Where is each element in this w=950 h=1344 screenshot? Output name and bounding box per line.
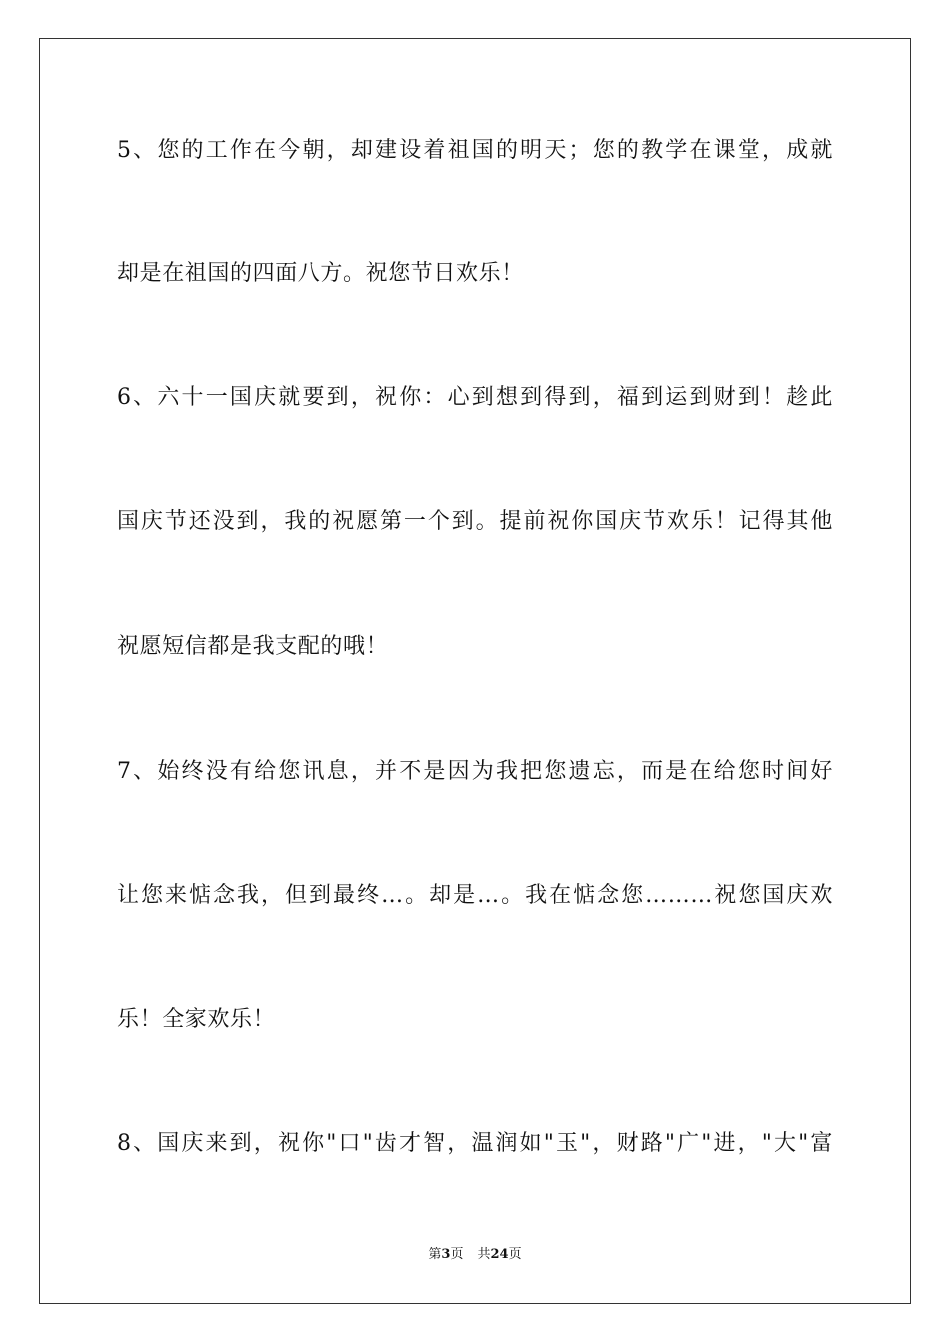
- page-prefix: 第: [428, 1247, 442, 1262]
- page-border: [39, 38, 911, 1304]
- total-prefix: 共: [477, 1247, 491, 1262]
- text-line-7: 让您来惦念我，但到最终…。却是…。我在惦念您………祝您国庆欢: [117, 883, 833, 908]
- total-suffix: 页: [508, 1247, 522, 1262]
- page-number: 3: [441, 1247, 451, 1262]
- page-suffix: 页: [450, 1247, 464, 1262]
- text-line-9: 8、国庆来到，祝你"口"齿才智，温润如"玉"，财路"广"进，"大"富: [117, 1131, 833, 1156]
- text-line-5: 祝愿短信都是我支配的哦！: [117, 634, 389, 659]
- text-line-3: 6、六十一国庆就要到，祝你：心到想到得到，福到运到财到！趁此: [117, 385, 833, 410]
- text-line-6: 7、始终没有给您讯息，并不是因为我把您遗忘，而是在给您时间好: [117, 759, 833, 784]
- text-line-2: 却是在祖国的四面八方。祝您节日欢乐！: [117, 261, 524, 286]
- text-line-4: 国庆节还没到，我的祝愿第一个到。提前祝你国庆节欢乐！记得其他: [117, 509, 833, 534]
- text-line-1: 5、您的工作在今朝，却建设着祖国的明天；您的教学在课堂，成就: [117, 138, 833, 163]
- page-footer: [0, 1246, 950, 1264]
- total-pages: 24: [490, 1247, 509, 1262]
- text-line-8: 乐！全家欢乐！: [117, 1007, 276, 1032]
